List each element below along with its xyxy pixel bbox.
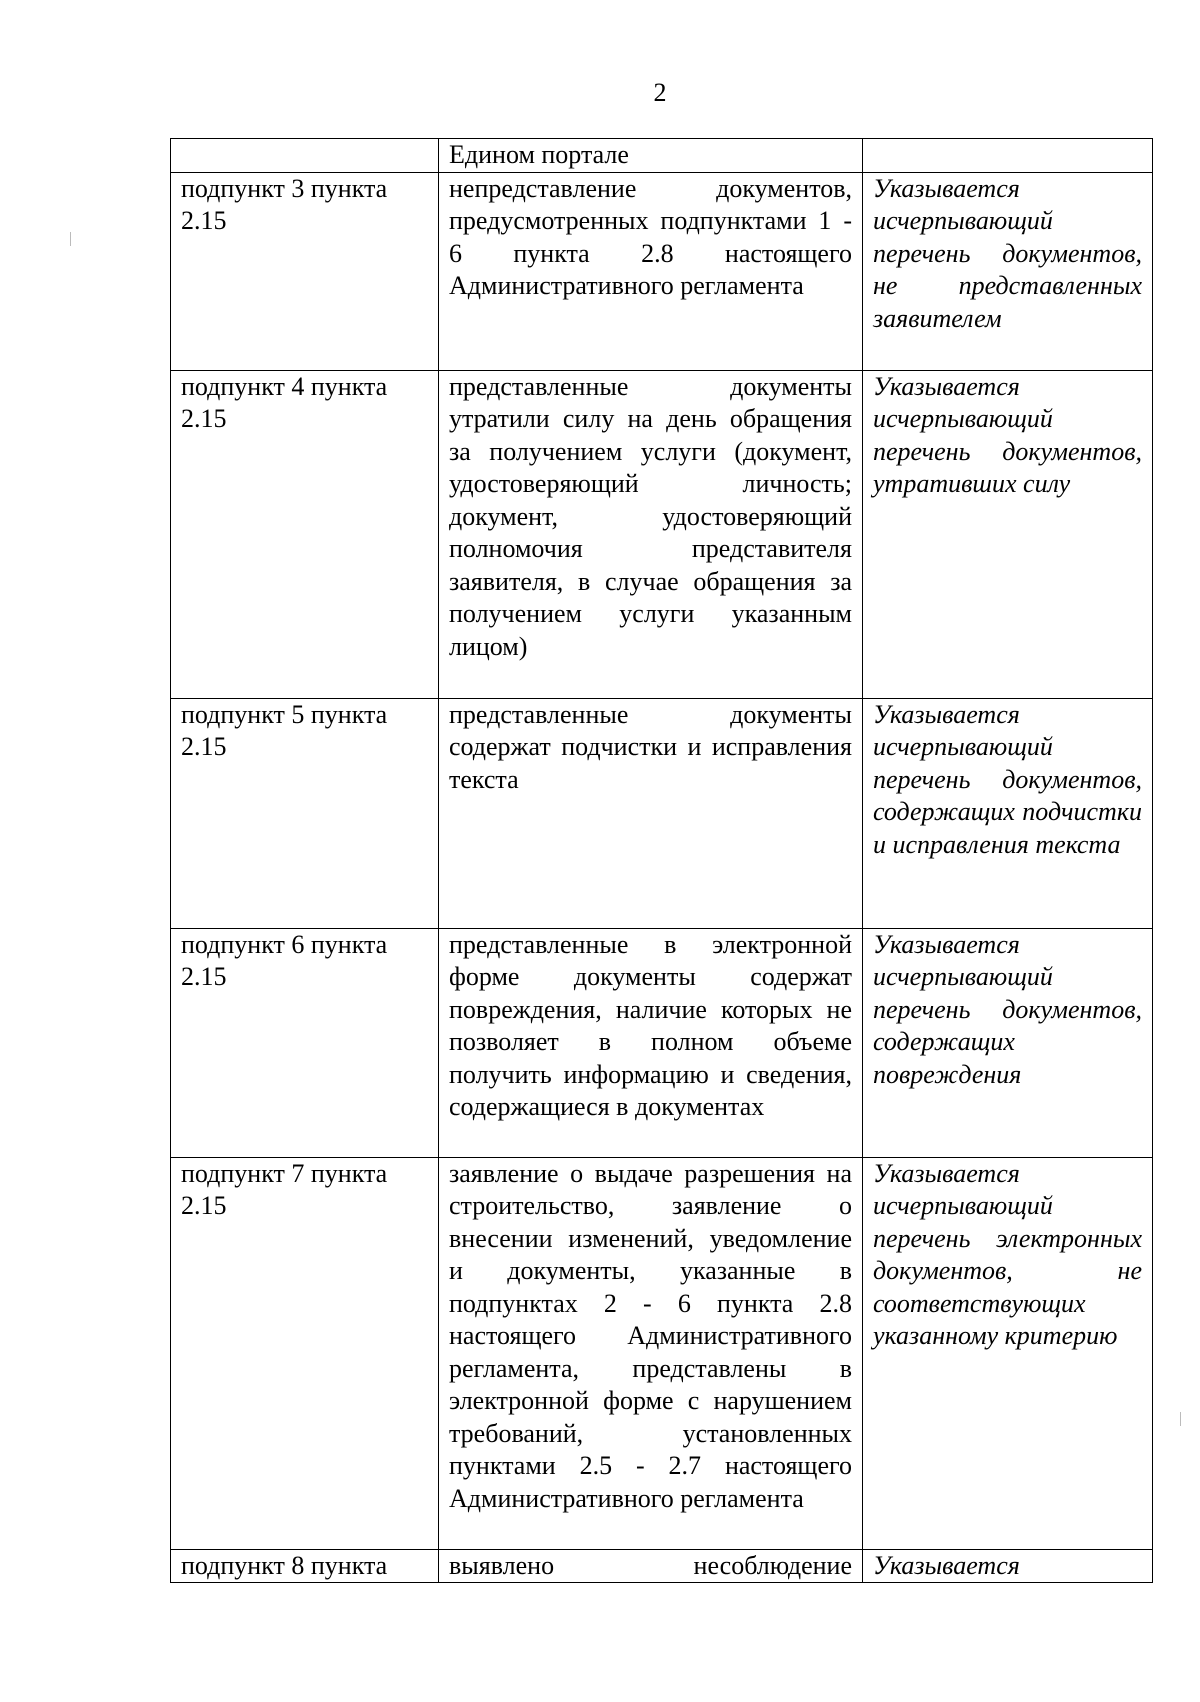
ground-cell: подпункт 6 пункта 2.15 (171, 928, 439, 1157)
note-cell: Указывается исчерпывающий перечень документов, утративших силу (863, 370, 1153, 698)
table-row (171, 1549, 1153, 1583)
note-cell: Указывается (863, 1549, 1153, 1583)
note-cell (863, 139, 1153, 173)
ground-cell (171, 139, 439, 173)
table-row (171, 139, 1153, 173)
scan-mark (70, 232, 71, 246)
table-row (171, 698, 1153, 928)
table-row (171, 928, 1153, 1157)
table-row (171, 172, 1153, 370)
description-cell: представленные в электронной форме документы содержат повреждения, наличие которых не позволяет в полном объеме получить информацию и сведения, содержащиеся в документах (439, 928, 863, 1157)
description-cell: представленные документы содержат подчистки и исправления текста (439, 698, 863, 928)
ground-cell: подпункт 5 пункта 2.15 (171, 698, 439, 928)
ground-cell: подпункт 3 пункта 2.15 (171, 172, 439, 370)
note-cell: Указывается исчерпывающий перечень документов, содержащих повреждения (863, 928, 1153, 1157)
table-row (171, 1157, 1153, 1549)
note-cell: Указывается исчерпывающий перечень электронных документов, не соответствующих указанному критерию (863, 1157, 1153, 1549)
description-cell: заявление о выдаче разрешения на строительство, заявление о внесении изменений, уведомление и документы, указанные в подпунктах 2 - 6 пункта 2.8 настоящего Административного регламента, представлены в электронной форме с нарушением требований, установленных пунктами 2.5 - 2.7 настоящего Административного регламента (439, 1157, 863, 1549)
description-cell: Едином портале (439, 139, 863, 173)
page-number: 2 (653, 78, 667, 107)
table-row (171, 370, 1153, 698)
ground-cell: подпункт 8 пункта (171, 1549, 439, 1583)
description-cell: выявлено несоблюдение (439, 1549, 863, 1583)
note-cell: Указывается исчерпывающий перечень документов, не представленных заявителем (863, 172, 1153, 370)
grounds-table (170, 138, 1153, 1583)
ground-cell: подпункт 4 пункта 2.15 (171, 370, 439, 698)
scan-mark (1180, 1412, 1181, 1426)
description-cell: представленные документы утратили силу на день обращения за получением услуги (документ, удостоверяющий личность; документ, удостоверяющий полномочия представителя заявителя, в случае обращения за получением услуги указанным лицом) (439, 370, 863, 698)
ground-cell: подпункт 7 пункта 2.15 (171, 1157, 439, 1549)
description-cell: непредставление документов, предусмотренных подпунктами 1 - 6 пункта 2.8 настоящего Административного регламента (439, 172, 863, 370)
note-cell: Указывается исчерпывающий перечень документов, содержащих подчистки и исправления текста (863, 698, 1153, 928)
